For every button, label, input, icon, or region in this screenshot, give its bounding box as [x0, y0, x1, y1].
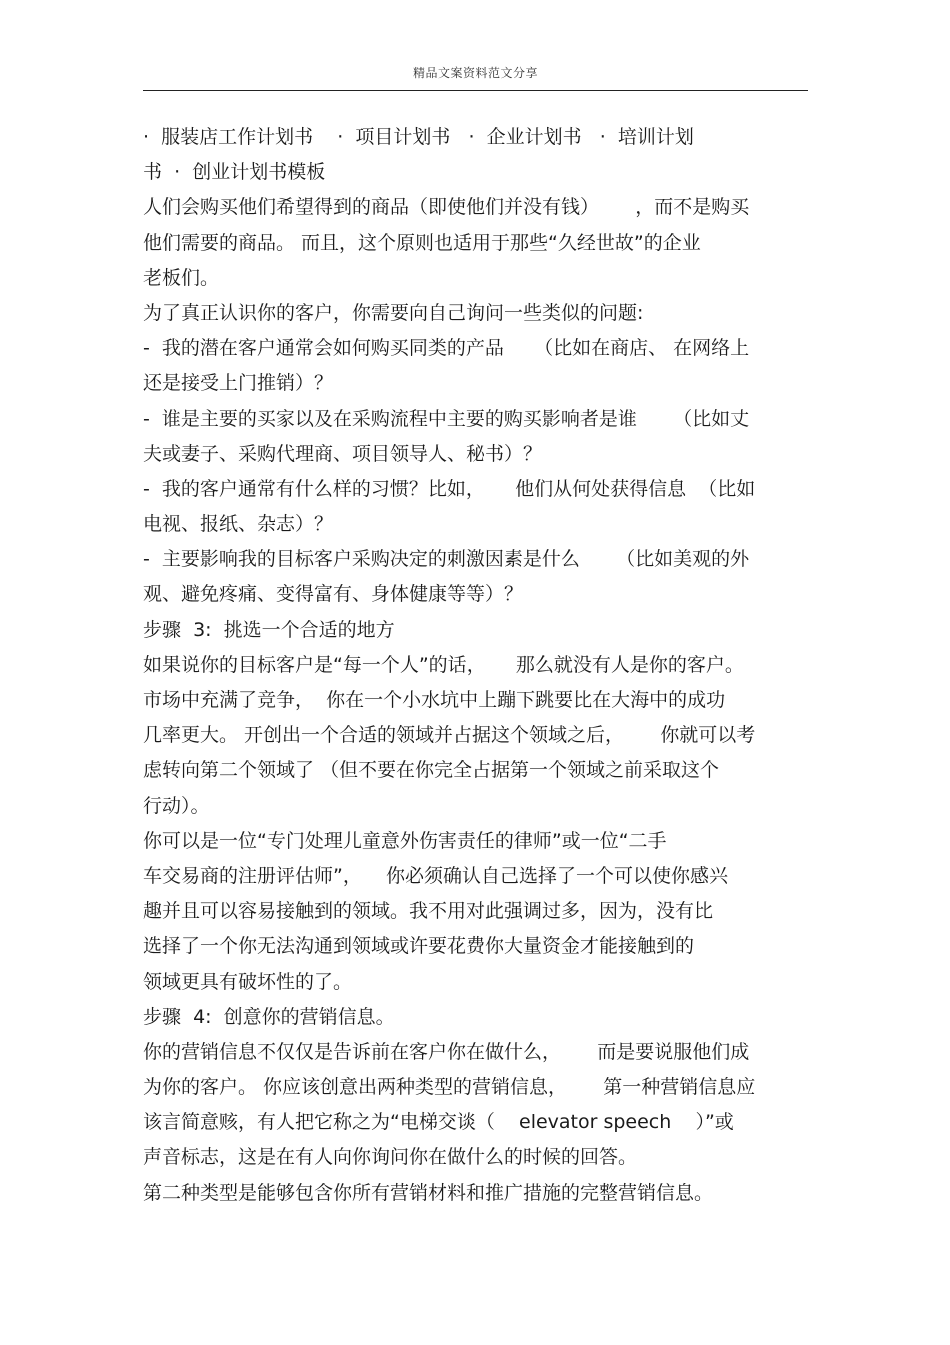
text-line: 老板们。	[143, 266, 220, 289]
text-line: - 谁是主要的买家以及在采购流程中主要的购买影响者是谁 （比如丈	[143, 407, 750, 430]
text-line: 你的营销信息不仅仅是告诉前在客户你在做什么， 而是要说服他们成	[143, 1040, 750, 1063]
page-header: 精品文案资料范文分享	[412, 66, 538, 80]
text-line: - 我的潜在客户通常会如何购买同类的产品 （比如在商店、 在网络上	[143, 337, 750, 360]
text-line: 趣并且可以容易接触到的领域。我不用对此强调过多，因为，没有比	[143, 900, 714, 923]
header-divider	[143, 90, 808, 91]
text-line: 几率更大。 开创出一个合适的领域并占据这个领域之后， 你就可以考	[143, 724, 756, 747]
text-line: 市场中充满了竞争， 你在一个小水坑中上蹦下跳要比在大海中的成功	[143, 689, 726, 711]
text-line: 声音标志，这是在有人向你询问你在做什么的时候的回答。	[143, 1146, 638, 1169]
text-line: 人们会购买他们希望得到的商品（即使他们并没有钱） ，而不是购买	[143, 196, 750, 219]
text-line: 电视、报纸、杂志）？	[143, 513, 334, 536]
step-heading: 步骤 4: 创意你的营销信息。	[143, 1005, 395, 1028]
text-line: 选择了一个你无法沟通到领域或许要花费你大量资金才能接触到的	[143, 935, 695, 958]
text-line: - 我的客户通常有什么样的习惯？比如， 他们从何处获得信息 （比如	[143, 477, 756, 500]
text-line: 还是接受上门推销）？	[143, 372, 334, 395]
text-line: - 主要影响我的目标客户采购决定的刺激因素是什么 （比如美观的外	[143, 548, 750, 571]
text-line: 书 · 创业计划书模板	[143, 161, 326, 184]
body-text	[143, 120, 808, 1211]
text-line: 领域更具有破坏性的了。	[143, 970, 353, 993]
text-line: 为你的客户。 你应该创意出两种类型的营销信息， 第一种营销信息应	[143, 1076, 756, 1099]
text-line: · 服装店工作计划书 · 项目计划书 · 企业计划书 · 培训计划	[143, 126, 694, 148]
text-line: 车交易商的注册评估师”， 你必须确认自己选择了一个可以使你感兴	[143, 864, 729, 887]
text-line: 虑转向第二个领域了 （但不要在你完全占据第一个领域之前采取这个	[143, 759, 720, 782]
text-line: 行动）。	[143, 794, 210, 817]
text-line: 如果说你的目标客户是“每一个人”的话， 那么就没有人是你的客户。	[143, 653, 744, 676]
step-heading: 步骤 3: 挑选一个合适的地方	[143, 618, 395, 641]
text-line: 夫或妻子、采购代理商、项目领导人、秘书）？	[143, 442, 543, 465]
text-line: 该言简意赅，有人把它称之为“电梯交谈（ elevator speech ）”或	[143, 1111, 734, 1134]
text-line: 你可以是一位“专门处理儿童意外伤害责任的律师”或一位“二手	[143, 829, 667, 852]
text-line: 观、避免疼痛、变得富有、身体健康等等）？	[143, 583, 524, 606]
text-line: 为了真正认识你的客户，你需要向自己询问一些类似的问题:	[143, 301, 644, 324]
text-line: 他们需要的商品。 而且，这个原则也适用于那些“久经世故”的企业	[143, 231, 701, 254]
text-line: 第二种类型是能够包含你所有营销材料和推广措施的完整营销信息。	[143, 1181, 714, 1204]
